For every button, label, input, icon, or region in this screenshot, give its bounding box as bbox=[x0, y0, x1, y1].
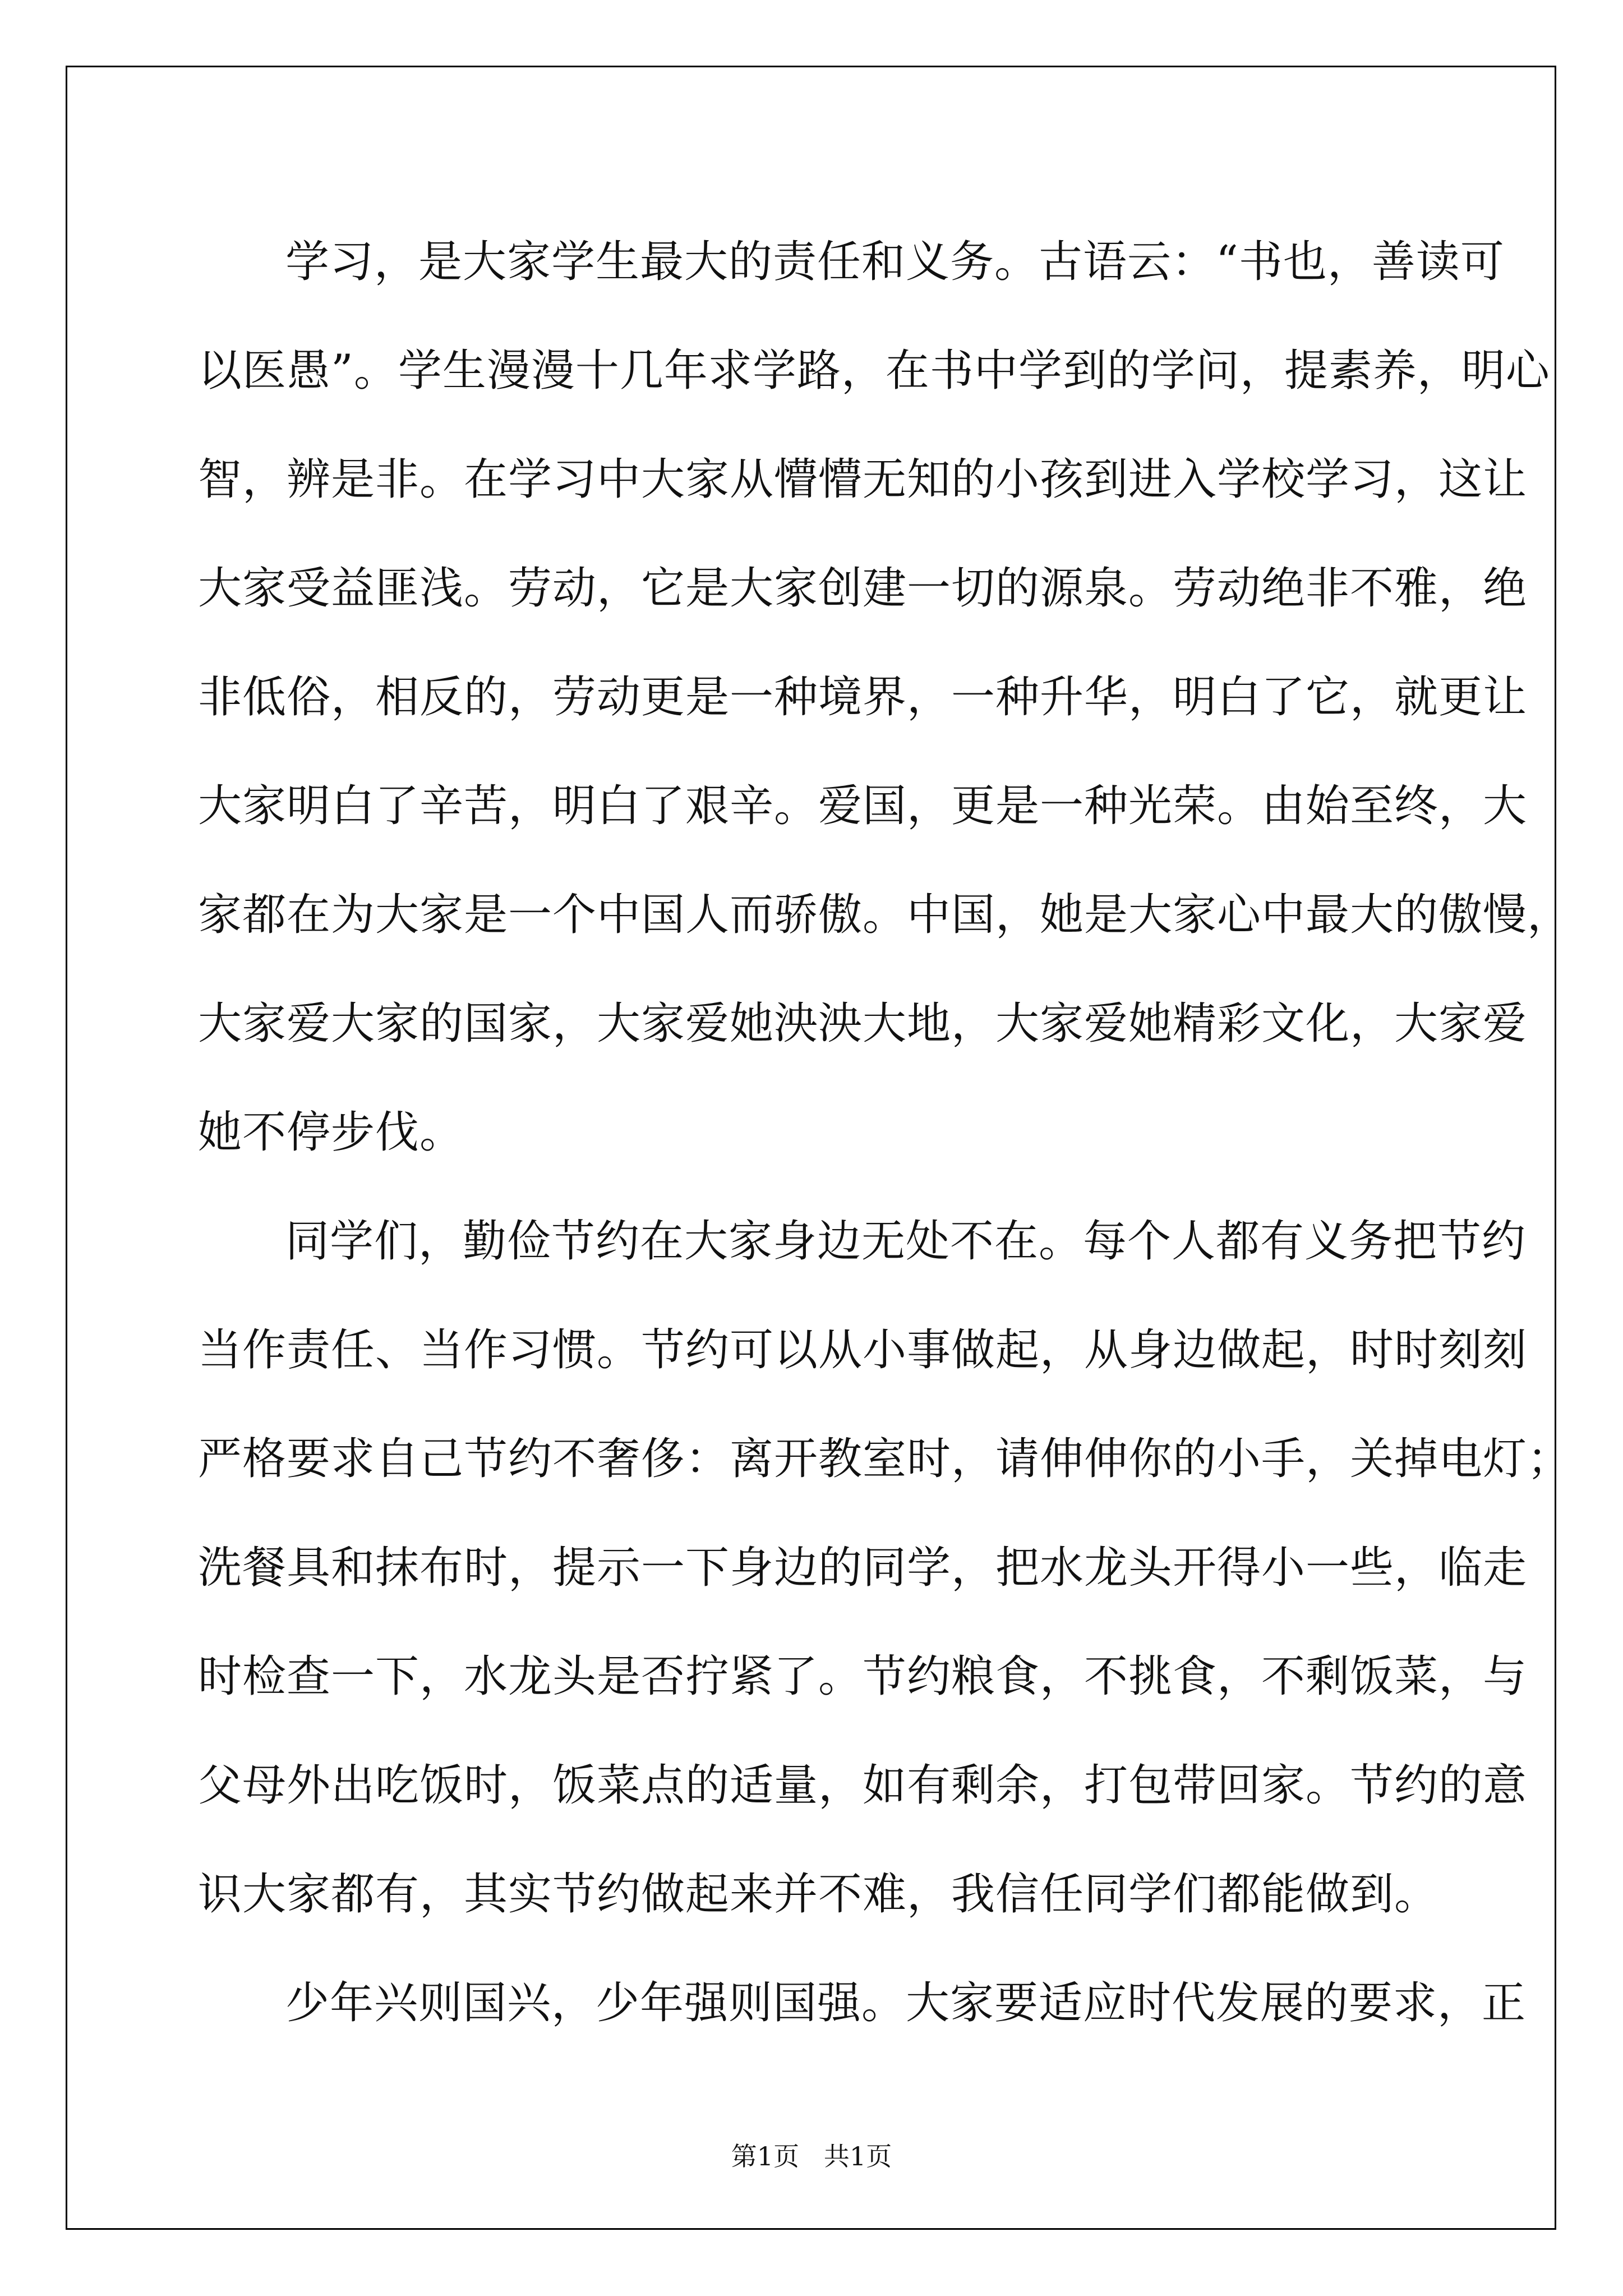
paragraph-1-line-1: 学习，是大家学生最大的责任和义务。古语云：“书也，善读可 bbox=[285, 237, 1505, 287]
paragraph-2-line-3: 严格要求自己节约不奢侈：离开教室时，请伸伸你的小手，关掉电灯； bbox=[198, 1434, 1572, 1484]
paragraph-2-line-4: 洗餐具和抹布时，提示一下身边的同学，把水龙头开得小一些，临走 bbox=[198, 1543, 1528, 1593]
paragraph-1-line-5: 非低俗，相反的，劳动更是一种境界，一种升华，明白了它，就更让 bbox=[198, 672, 1528, 723]
paragraph-1-line-8: 大家爱大家的国家，大家爱她泱泱大地，大家爱她精彩文化，大家爱 bbox=[198, 999, 1528, 1049]
paragraph-2-line-7: 识大家都有，其实节约做起来并不难，我信任同学们都能做到。 bbox=[198, 1869, 1439, 1920]
paragraph-2-line-6: 父母外出吃饭时，饭菜点的适量，如有剩余，打包带回家。节约的意 bbox=[198, 1760, 1528, 1811]
paragraph-1-line-7: 家都在为大家是一个中国人而骄傲。中国，她是大家心中最大的傲慢， bbox=[198, 890, 1572, 940]
paragraph-2-line-1: 同学们，勤俭节约在大家身边无处不在。每个人都有义务把节约 bbox=[285, 1216, 1527, 1267]
paragraph-1-line-6: 大家明白了辛苦，明白了艰辛。爱国，更是一种光荣。由始至终，大 bbox=[198, 781, 1528, 831]
document-body bbox=[198, 208, 1572, 2058]
page-number-footer: 第1页 共1页 bbox=[731, 2141, 892, 2171]
paragraph-2-line-2: 当作责任、当作习惯。节约可以从小事做起，从身边做起，时时刻刻 bbox=[198, 1325, 1528, 1375]
paragraph-1-line-3: 智，辨是非。在学习中大家从懵懵无知的小孩到进入学校学习，这让 bbox=[198, 454, 1528, 505]
paragraph-1-line-4: 大家受益匪浅。劳动，它是大家创建一切的源泉。劳动绝非不雅，绝 bbox=[198, 563, 1528, 614]
paragraph-3-line-1: 少年兴则国兴，少年强则国强。大家要适应时代发展的要求，正 bbox=[285, 1978, 1527, 2028]
paragraph-2-line-5: 时检查一下，水龙头是否拧紧了。节约粮食，不挑食，不剩饭菜，与 bbox=[198, 1651, 1528, 1702]
paragraph-1-line-2: 以医愚”。学生漫漫十几年求学路，在书中学到的学问，提素养，明心 bbox=[198, 346, 1550, 396]
paragraph-1-line-9: 她不停步伐。 bbox=[198, 1107, 464, 1158]
